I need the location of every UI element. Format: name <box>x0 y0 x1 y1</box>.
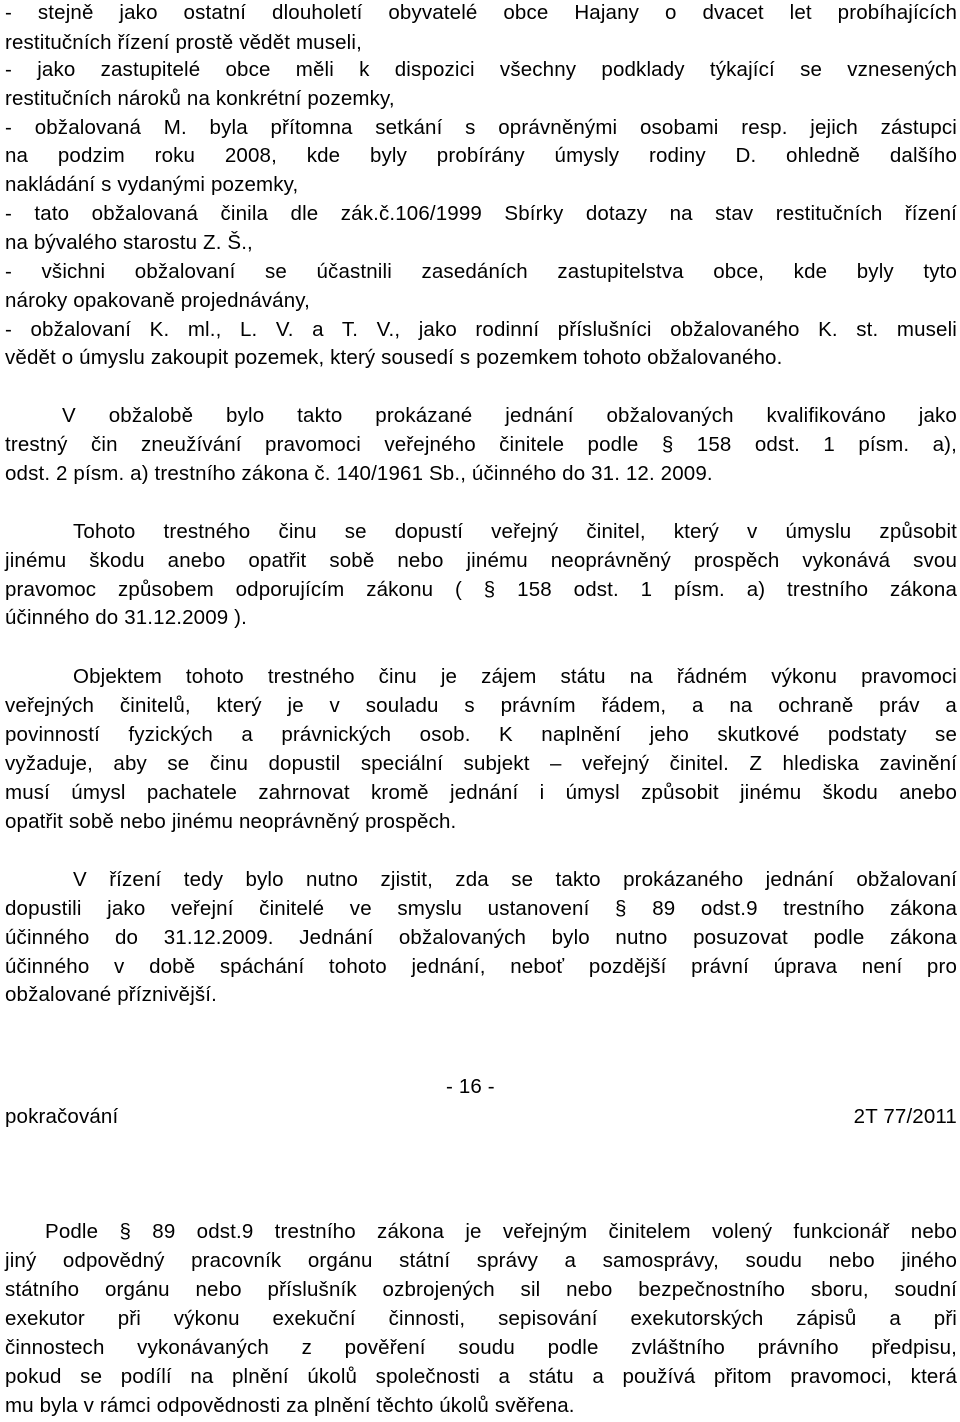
text-line: povinností fyzických a právnických osob. K naplnění jeho skutkové podstaty se <box>5 723 957 746</box>
text-line: pravomoc způsobem odporujícím zákonu ( § 158 odst. 1 písm. a) trestního zákona <box>5 578 957 601</box>
text-line: jinému škodu anebo opatřit sobě nebo jinému neoprávněný prospěch vykonává svou <box>5 549 957 572</box>
text-line: státního orgánu nebo příslušník ozbrojených sil nebo bezpečnostního sboru, soudní <box>5 1278 957 1301</box>
text-line: - všichni obžalovaní se účastnili zasedáních zastupitelstva obce, kde byly tyto <box>5 260 957 283</box>
text-line: - obžalovaní K. ml., L. V. a T. V., jako rodinní příslušníci obžalovaného K. st. museli <box>5 318 957 341</box>
text-line: trestný čin zneužívání pravomoci veřejného činitele podle § 158 odst. 1 písm. a), <box>5 433 957 456</box>
text-line: činnostech vykonávaných z pověření soudu podle zvláštního právního předpisu, <box>5 1336 957 1359</box>
paragraph-first-line: V řízení tedy bylo nutno zjistit, zda se takto prokázaného jednání obžalovaní <box>73 868 957 891</box>
paragraph-first-line: Tohoto trestného činu se dopustí veřejný činitel, který v úmyslu způsobit <box>73 520 957 543</box>
text-line: opatřit sobě nebo jinému neoprávněný prospěch. <box>5 810 457 833</box>
text-line: odst. 2 písm. a) trestního zákona č. 140/1961 Sb., účinného do 31. 12. 2009. <box>5 462 713 485</box>
text-line: musí úmysl pachatele zahrnovat kromě jednání i úmysl způsobit jinému škodu anebo <box>5 781 957 804</box>
text-line: pokud se podílí na plnění úkolů společnosti a státu a používá přitom pravomoci, která <box>5 1365 957 1388</box>
text-line: dopustili jako veřejní činitelé ve smyslu ustanovení § 89 odst.9 trestního zákona <box>5 897 957 920</box>
paragraph-first-line: V obžalobě bylo takto prokázané jednání obžalovaných kvalifikováno jako <box>62 404 957 427</box>
text-line: jiný odpovědný pracovník orgánu státní správy a samosprávy, soudu nebo jiného <box>5 1249 957 1272</box>
text-line: vědět o úmyslu zakoupit pozemek, který sousedí s pozemkem tohoto obžalovaného. <box>5 346 783 369</box>
text-line: účinného do 31.12.2009. Jednání obžalovaných bylo nutno posuzovat podle zákona <box>5 926 957 949</box>
text-line: veřejných činitelů, který je v souladu s právním řádem, a na ochraně práv a <box>5 694 957 717</box>
text-line: nakládání s vydanými pozemky, <box>5 173 299 196</box>
text-line: - stejně jako ostatní dlouholetí obyvatelé obce Hajany o dvacet let probíhajících <box>5 1 957 24</box>
text-line: účinného do 31.12.2009 ). <box>5 606 247 629</box>
text-line: exekutor při výkonu exekuční činnosti, sepisování exekutorských zápisů a při <box>5 1307 957 1330</box>
text-line: - obžalovaná M. byla přítomna setkání s oprávněnými osobami resp. jejich zástupci <box>5 116 957 139</box>
text-line: účinného v době spáchání tohoto jednání, neboť pozdější právní úprava není pro <box>5 955 957 978</box>
case-number: 2T 77/2011 <box>853 1105 957 1128</box>
text-line: restitučních řízení prostě vědět museli, <box>5 31 362 54</box>
text-line: na podzim roku 2008, kde byly probírány úmysly rodiny D. ohledně dalšího <box>5 144 957 167</box>
paragraph-first-line: Objektem tohoto trestného činu je zájem státu na řádném výkonu pravomoci <box>73 665 957 688</box>
text-line: - jako zastupitelé obce měli k dispozici všechny podklady týkající se vznesených <box>5 58 957 81</box>
text-line: nároky opakovaně projednávány, <box>5 289 310 312</box>
page-number: - 16 - <box>446 1075 495 1098</box>
text-line: vyžaduje, aby se činu dopustil speciální subjekt – veřejný činitel. Z hlediska zavinění <box>5 752 957 775</box>
text-line: na bývalého starostu Z. Š., <box>5 231 253 254</box>
paragraph-first-line: Podle § 89 odst.9 trestního zákona je veřejným činitelem volený funkcionář nebo <box>45 1220 957 1243</box>
text-line: mu byla v rámci odpovědnosti za plnění těchto úkolů svěřena. <box>5 1394 575 1417</box>
continuation-label: pokračování <box>5 1105 119 1128</box>
text-line: - tato obžalovaná činila dle zák.č.106/1999 Sbírky dotazy na stav restitučních řízení <box>5 202 957 225</box>
text-line: restitučních nároků na konkrétní pozemky, <box>5 87 395 110</box>
text-line: obžalované příznivější. <box>5 983 217 1006</box>
